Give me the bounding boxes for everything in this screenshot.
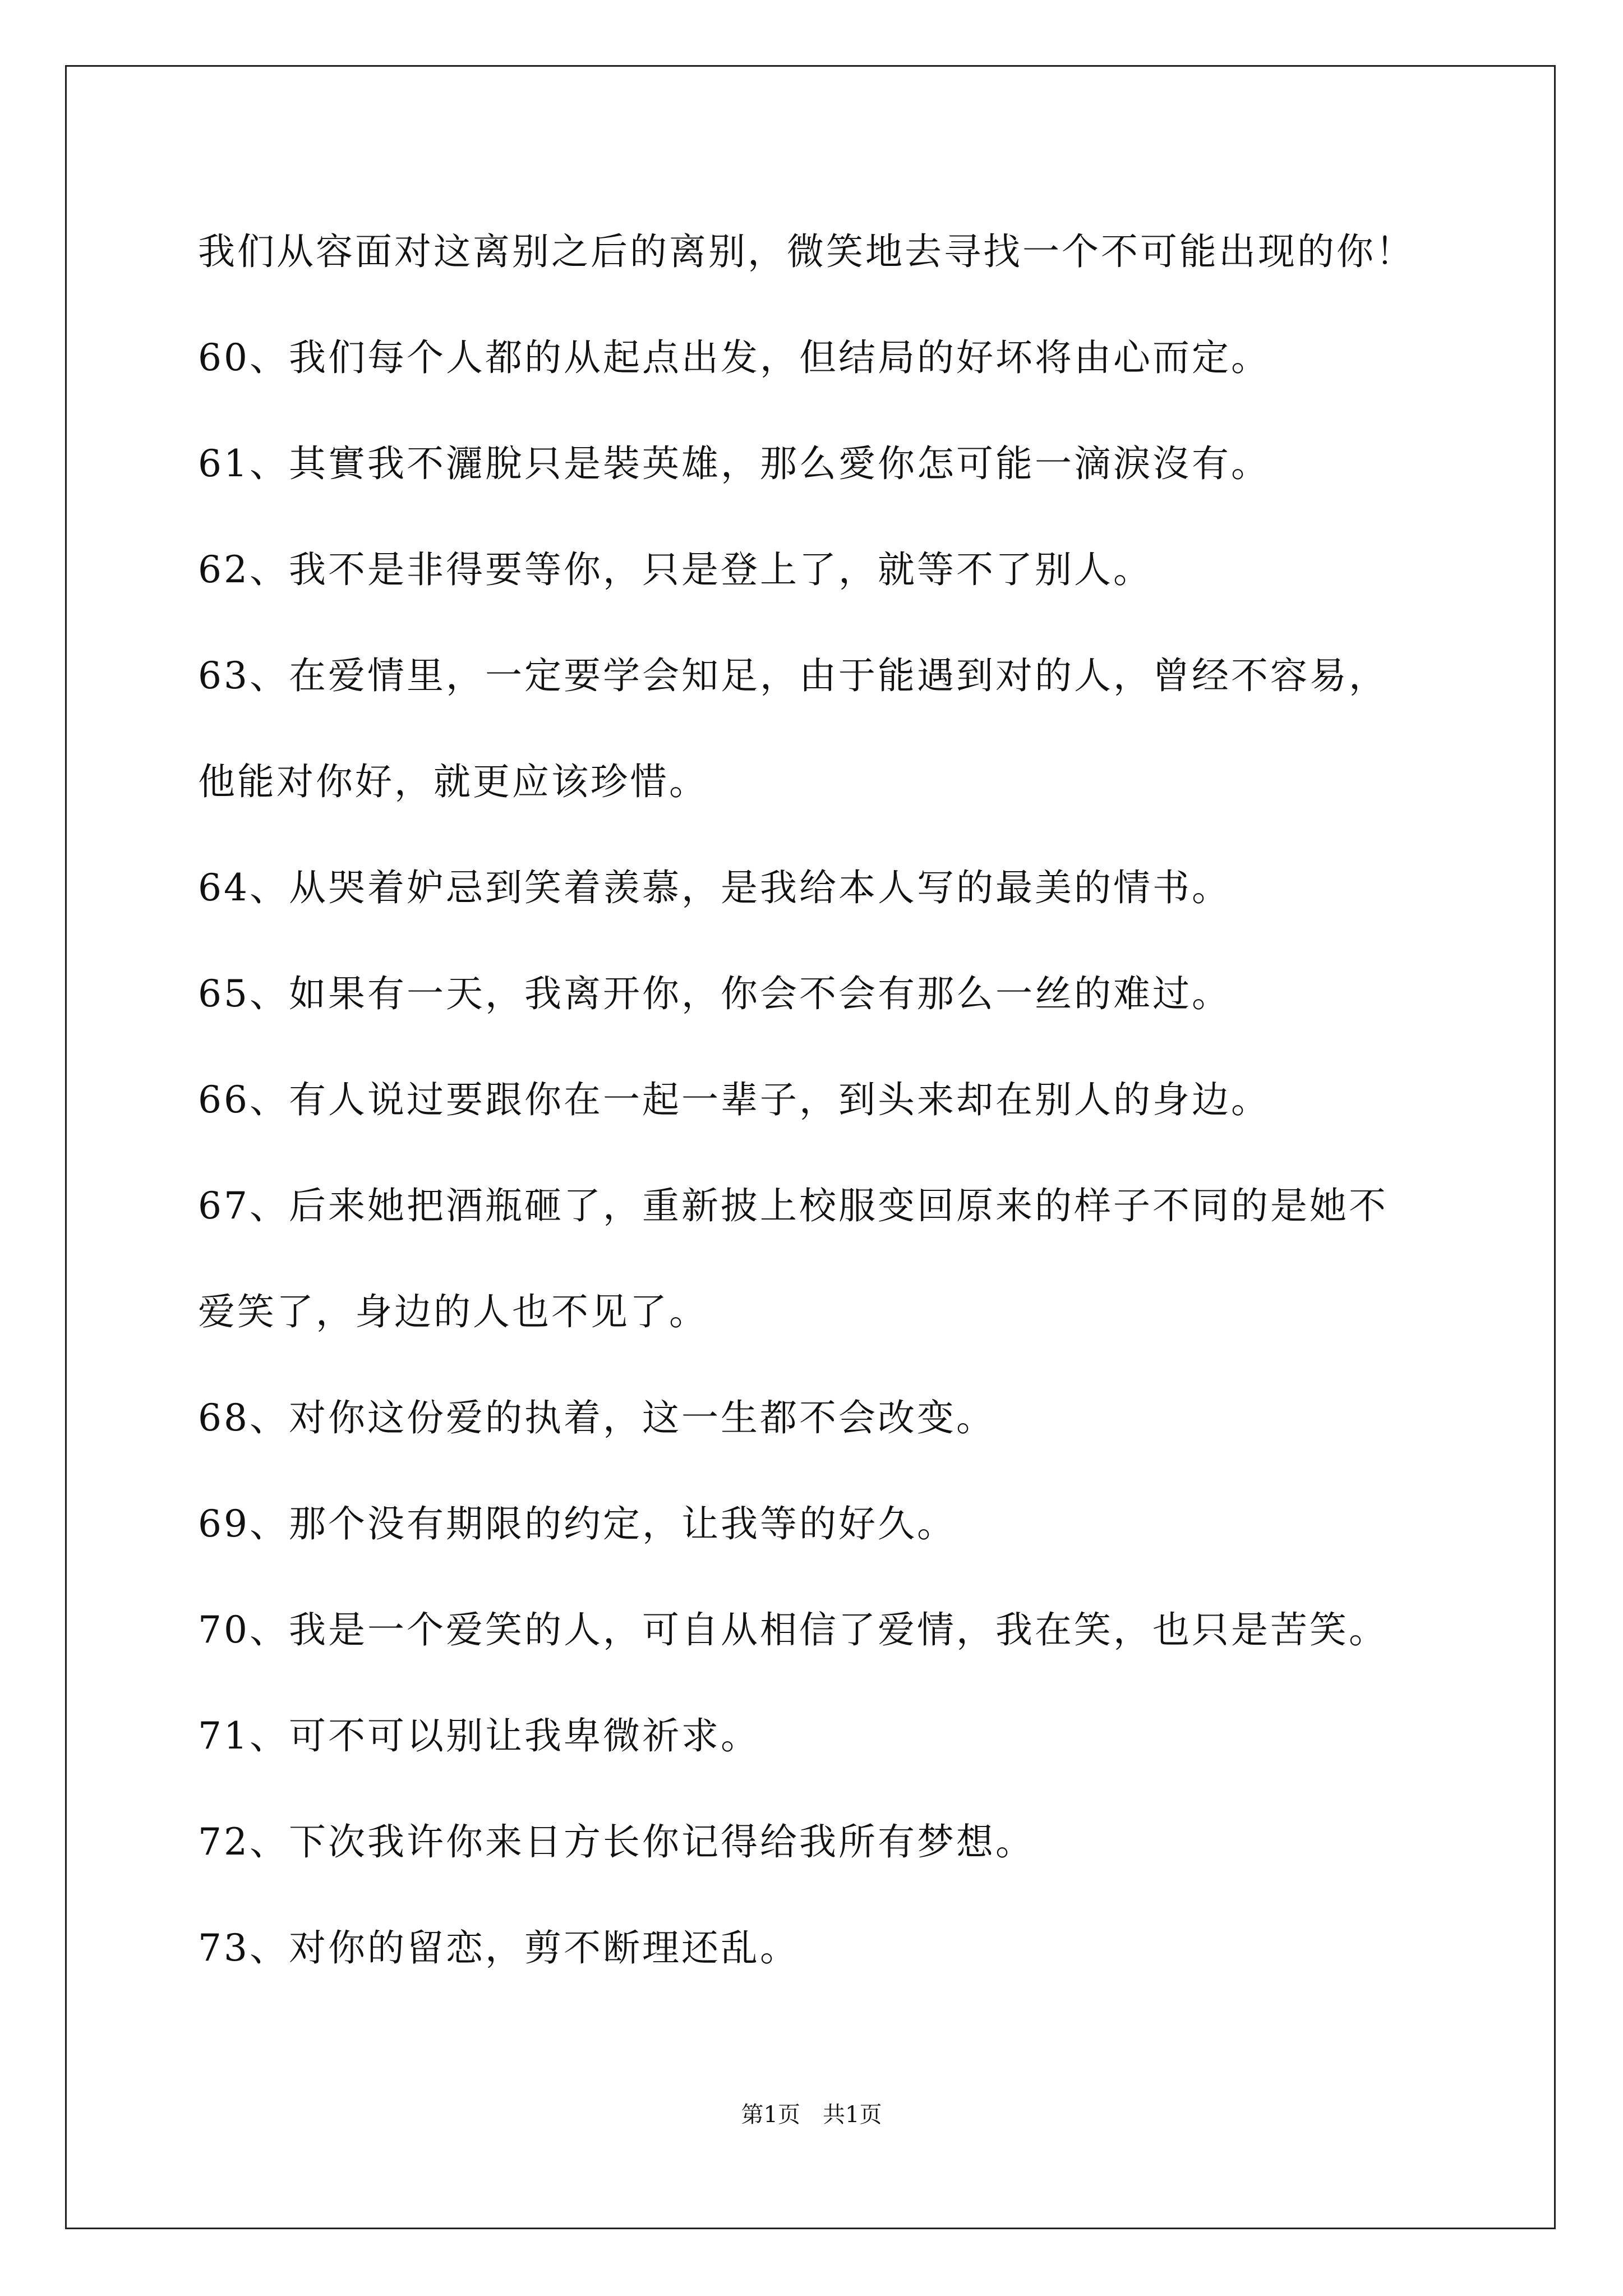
text-line: 爱笑了，身边的人也不见了。: [198, 1290, 708, 1333]
text-line: 64、从哭着妒忌到笑着羡慕，是我给本人写的最美的情书。: [198, 866, 1231, 909]
text-line: 71、可不可以别让我卑微祈求。: [198, 1714, 760, 1757]
text-line: 63、在爱情里，一定要学会知足，由于能遇到对的人，曾经不容易，: [198, 654, 1388, 697]
text-line: 73、对你的留恋，剪不断理还乱。: [198, 1926, 799, 1970]
page-number-footer: 第1页 共1页: [741, 2102, 882, 2128]
text-line: 我们从容面对这离别之后的离别，微笑地去寻找一个不可能出现的你！: [198, 230, 1415, 273]
text-line: 60、我们每个人都的从起点出发，但结局的好坏将由心而定。: [198, 336, 1270, 379]
text-line: 61、其實我不灑脫只是裝英雄，那么愛你怎可能一滴淚沒有。: [198, 442, 1270, 485]
text-line: 70、我是一个爱笑的人，可自从相信了爱情，我在笑，也只是苦笑。: [198, 1608, 1388, 1651]
text-line: 65、如果有一天，我离开你，你会不会有那么一丝的难过。: [198, 972, 1231, 1015]
document-body: [198, 218, 1460, 2020]
text-line: 69、那个没有期限的约定，让我等的好久。: [198, 1502, 956, 1545]
text-line: 68、对你这份爱的执着，这一生都不会改变。: [198, 1396, 995, 1439]
text-line: 72、下次我许你来日方长你记得给我所有梦想。: [198, 1820, 1035, 1864]
text-line: 67、后来她把酒瓶砸了，重新披上校服变回原来的样子不同的是她不: [198, 1184, 1388, 1227]
text-line: 他能对你好，就更应该珍惜。: [198, 760, 708, 803]
text-line: 62、我不是非得要等你，只是登上了，就等不了别人。: [198, 548, 1152, 591]
text-line: 66、有人说过要跟你在一起一辈子，到头来却在别人的身边。: [198, 1078, 1270, 1121]
